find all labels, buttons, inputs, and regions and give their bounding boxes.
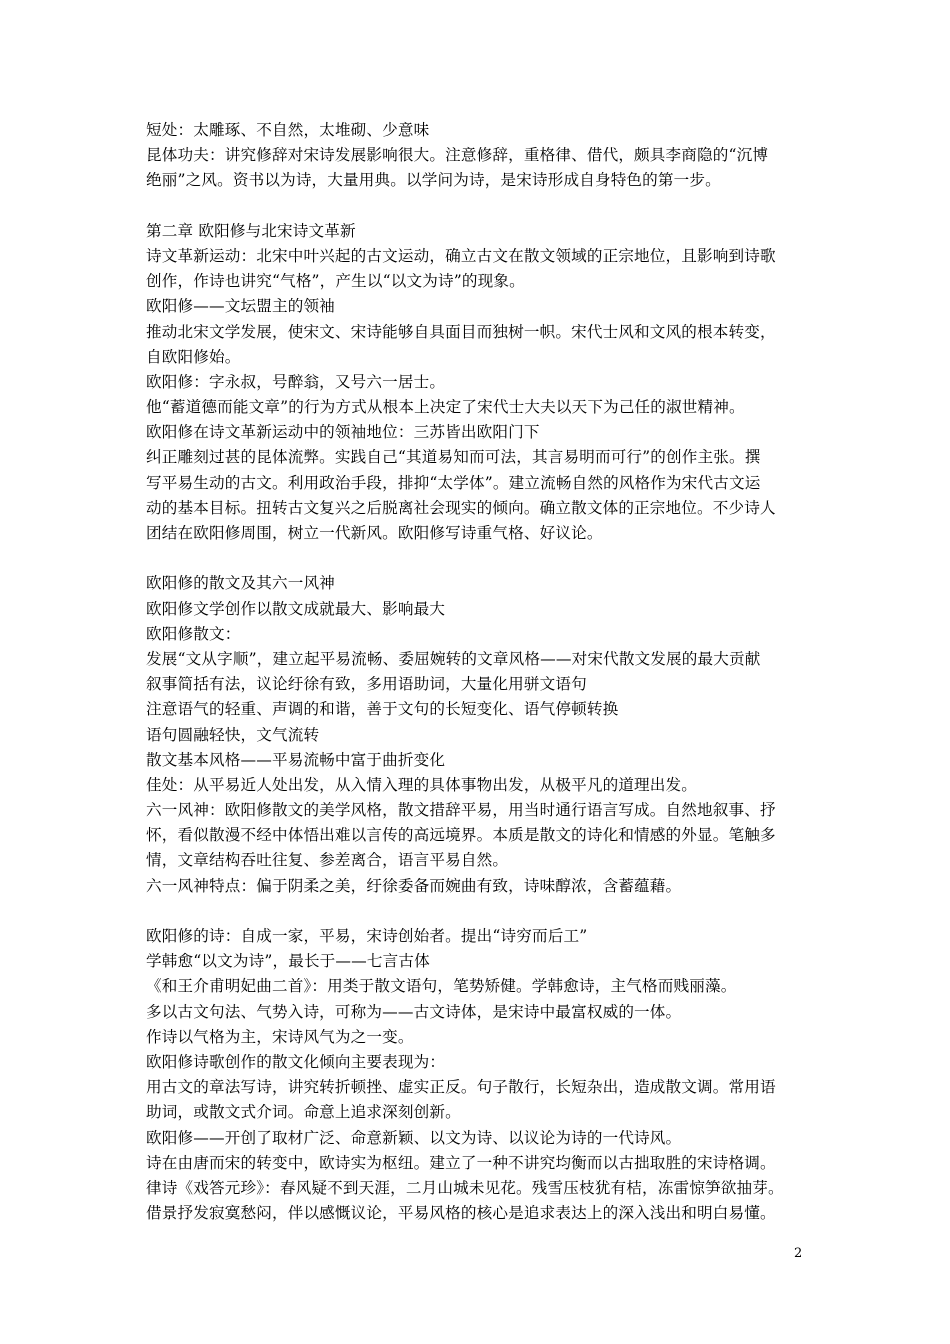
paragraph-gap bbox=[146, 546, 816, 571]
text-line: 叙事简括有法，议论纡徐有致，多用语助词，大量化用骈文语句 bbox=[146, 675, 587, 694]
text-line: 欧阳修的诗：自成一家，平易，宋诗创始者。提出“诗穷而后工” bbox=[146, 927, 588, 945]
text-line: 欧阳修文学创作以散文成就最大、影响最大 bbox=[146, 599, 446, 618]
text-line: 多以古文句法、气势入诗，可称为——古文诗体，是宋诗中最富权威的一体。 bbox=[146, 1002, 682, 1021]
text-line: 欧阳修在诗文革新运动中的领袖地位：三苏皆出欧阳门下 bbox=[146, 423, 540, 442]
text-line: 昆体功夫：讲究修辞对宋诗发展影响很大。注意修辞，重格律、借代，颇具李商隐的“沉博 bbox=[146, 146, 769, 165]
text-line: 诗文革新运动：北宋中叶兴起的古文运动，确立古文在散文领域的正宗地位，且影响到诗歌 bbox=[146, 246, 776, 265]
text-line: 绝丽”之风。资书以为诗，大量用典。以学问为诗，是宋诗形成自身特色的第一步。 bbox=[146, 171, 721, 190]
text-line: 发展“文从字顺”，建立起平易流畅、委屈婉转的文章风格——对宋代散文发展的最大贡献 bbox=[146, 649, 761, 668]
text-line: 欧阳修诗歌创作的散文化倾向主要表现为： bbox=[146, 1052, 446, 1071]
text-line: 自欧阳修始。 bbox=[146, 347, 241, 366]
text-line: 怀，看似散漫不经中体悟出难以言传的高远境界。本质是散文的诗化和情感的外显。笔触多 bbox=[146, 826, 776, 845]
text-line: 学韩愈“以文为诗”，最长于——七言古体 bbox=[146, 952, 430, 971]
text-line: 欧阳修：字永叔，号醉翁，又号六一居士。 bbox=[146, 372, 446, 391]
text-line: 语句圆融轻快，文气流转 bbox=[146, 725, 320, 744]
text-line: 短处：太雕琢、不自然，太堆砌、少意味 bbox=[146, 121, 430, 139]
text-line: 助词，或散文式介词。命意上追求深刻创新。 bbox=[146, 1103, 461, 1122]
page-body bbox=[146, 118, 816, 1226]
text-line: 六一风神：欧阳修散文的美学风格，散文措辞平易，用当时通行语言写成。自然地叙事、抒 bbox=[146, 801, 776, 820]
text-line: 第二章 欧阳修与北宋诗文革新 bbox=[146, 221, 356, 240]
text-line: 欧阳修——文坛盟主的领袖 bbox=[146, 297, 335, 316]
text-line: 推动北宋文学发展，使宋文、宋诗能够自具面目而独树一帜。宋代士风和文风的根本转变， bbox=[146, 322, 776, 341]
text-line: 散文基本风格——平易流畅中富于曲折变化 bbox=[146, 750, 446, 769]
text-line: 律诗《戏答元珍》：春风疑不到天涯，二月山城未见花。残雪压枝犹有桔，冻雷惊笋欲抽芽。 bbox=[146, 1178, 784, 1197]
text-line: 创作，作诗也讲究“气格”，产生以“以文为诗”的现象。 bbox=[146, 272, 525, 291]
text-line: 作诗以气格为主，宋诗风气为之一变。 bbox=[146, 1027, 414, 1046]
text-line: 欧阳修的散文及其六一风神 bbox=[146, 574, 335, 593]
text-line: 欧阳修——开创了取材广泛、命意新颖、以文为诗、以议论为诗的一代诗风。 bbox=[146, 1128, 682, 1147]
text-line: 情，文章结构吞吐往复、参差离合，语言平易自然。 bbox=[146, 851, 509, 870]
text-line: 团结在欧阳修周围，树立一代新风。欧阳修写诗重气格、好议论。 bbox=[146, 524, 603, 542]
page-number: 2 bbox=[794, 1246, 803, 1261]
text-line: 动的基本目标。扭转古文复兴之后脱离社会现实的倾向。确立散文体的正宗地位。不少诗人 bbox=[146, 498, 776, 517]
text-line: 诗在由唐而宋的转变中，欧诗实为枢纽。建立了一种不讲究均衡而以古拙取胜的宋诗格调。 bbox=[146, 1153, 776, 1172]
paragraph-gap bbox=[146, 899, 816, 924]
text-line: 六一风神特点：偏于阴柔之美，纡徐委备而婉曲有致，诗味醇浓，含蓄蕴藉。 bbox=[146, 876, 682, 895]
text-line: 写平易生动的古文。利用政治手段，排抑“太学体”。建立流畅自然的风格作为宋代古文运 bbox=[146, 473, 761, 492]
text-line: 纠正雕刻过甚的昆体流弊。实践自己“其道易知而可法，其言易明而可行”的创作主张。撰 bbox=[146, 448, 761, 467]
text-line: 欧阳修散文： bbox=[146, 624, 241, 643]
text-line: 《和王介甫明妃曲二首》：用类于散文语句，笔势矫健。学韩愈诗，主气格而贱丽藻。 bbox=[146, 977, 737, 996]
text-line: 用古文的章法写诗，讲究转折顿挫、虚实正反。句子散行，长短杂出，造成散文调。常用语 bbox=[146, 1078, 776, 1097]
text-line: 借景抒发寂寞愁闷，伴以感慨议论，平易风格的核心是追求表达上的深入浅出和明白易懂。 bbox=[146, 1204, 776, 1223]
text-line: 佳处：从平易近人处出发，从入情入理的具体事物出发，从极平凡的道理出发。 bbox=[146, 775, 698, 794]
text-line: 注意语气的轻重、声调的和谐，善于文句的长短变化、语气停顿转换 bbox=[146, 700, 619, 719]
text-line: 他“蓄道德而能文章”的行为方式从根本上决定了宋代士大夫以天下为己任的淑世精神。 bbox=[146, 398, 745, 417]
paragraph-gap bbox=[146, 194, 816, 219]
